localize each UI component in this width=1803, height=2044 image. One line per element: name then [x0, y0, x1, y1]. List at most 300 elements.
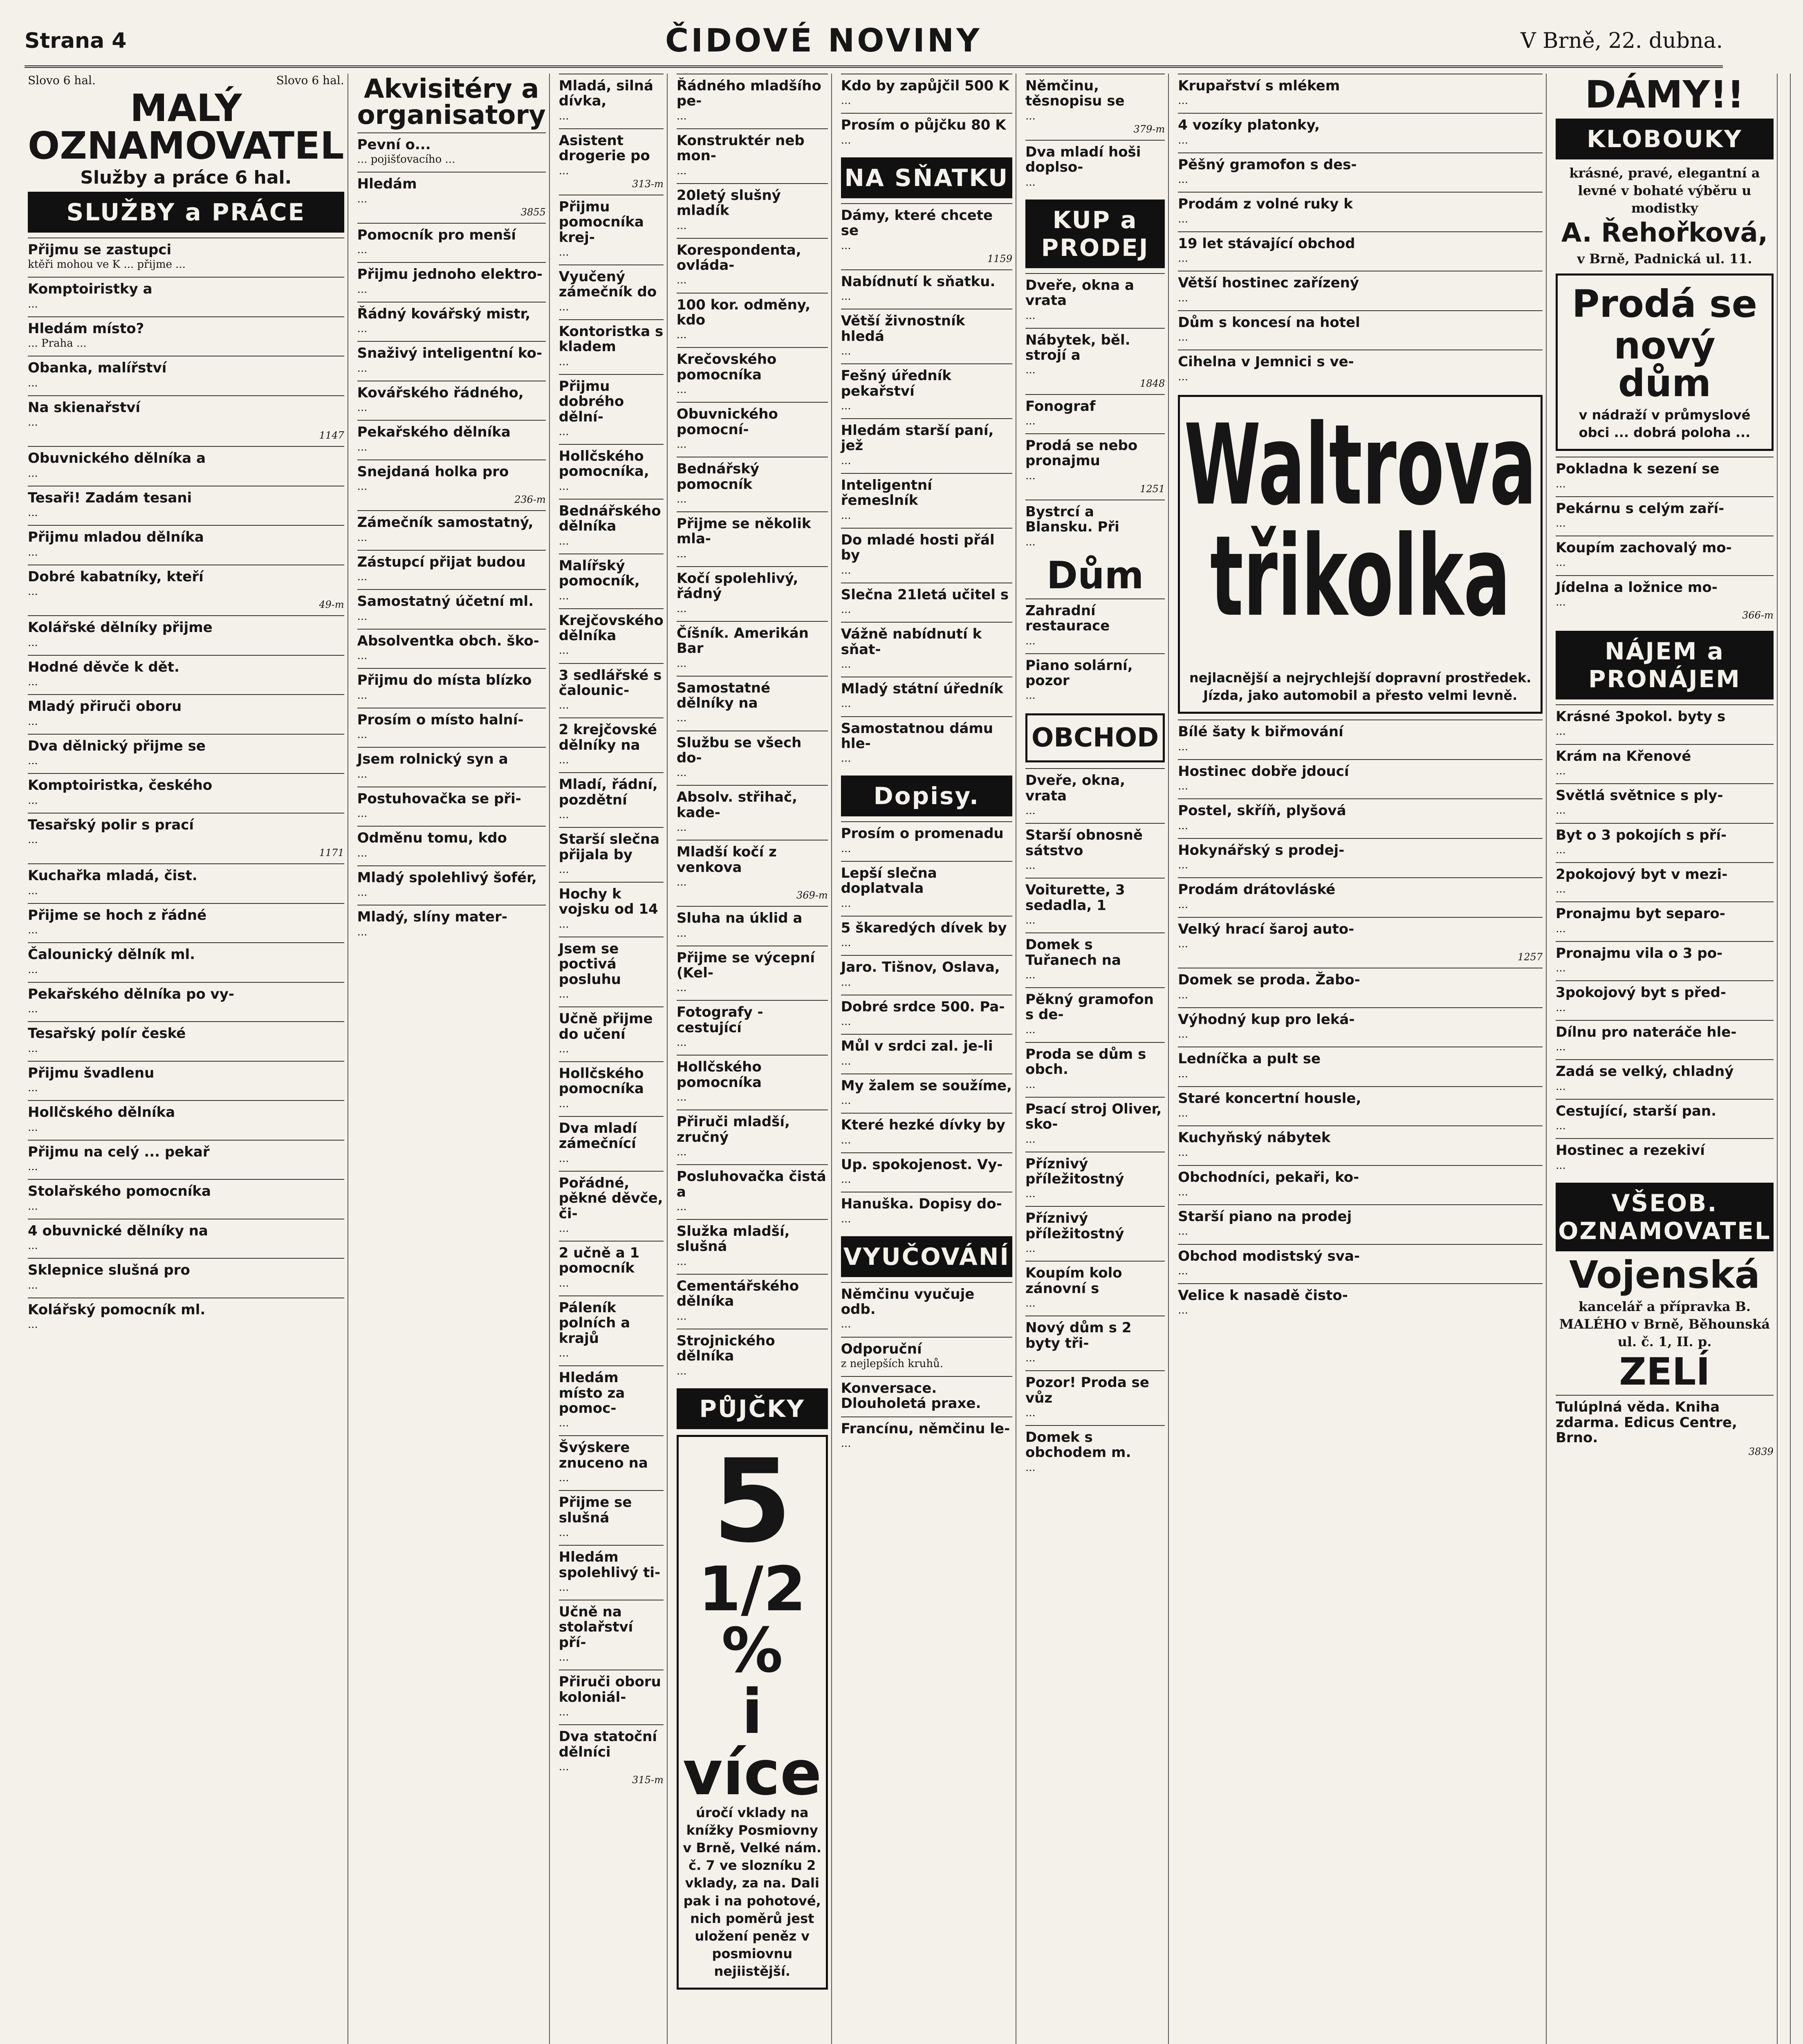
classified-ad [357, 381, 546, 420]
general-banner: VŠEOB. OZNAMOVATEL [1556, 1183, 1774, 1251]
ad-body: ... [558, 988, 569, 1001]
ad-title: Jaro. Tišnov, Oslava, [841, 959, 1000, 976]
column-7 [1175, 74, 1547, 2044]
classified-ad [559, 1116, 664, 1171]
ad-title: Velice k nasadě čisto- [1178, 1287, 1348, 1304]
ad-title: Učně přijme do učení [558, 1011, 653, 1042]
ad-title: Přijmu dobrého dělní- [558, 378, 624, 425]
col8-ads [1556, 457, 1774, 626]
ad-title: 4 vozíky platonky, [1178, 117, 1320, 134]
classified-ad [28, 863, 344, 903]
classified-ad [559, 827, 664, 882]
ad-title: Nábytek, běl. strojí a [1025, 332, 1130, 364]
classified-ad [559, 1241, 664, 1295]
ad-body: ... [357, 650, 368, 662]
classified-ad [559, 663, 664, 718]
ad-body: ... [357, 689, 368, 702]
classified-ad [28, 655, 344, 694]
ad-title: Komptoiristka, českého [28, 777, 213, 794]
ad-title: Tesařský polir s prací [28, 816, 194, 833]
classified-ad [677, 731, 828, 785]
ad-title: 3 sedlářské s čalounic- [558, 667, 662, 699]
ad-title: Mladá, silná dívka, [558, 78, 653, 110]
ad-title: Konstruktér neb mon- [676, 132, 805, 164]
ad-body: ... [676, 164, 687, 177]
ad-body: ... [1025, 415, 1036, 427]
ad-title: Pekárnu s celým zaří- [1556, 500, 1725, 517]
classified-ad [1178, 231, 1543, 271]
ad-title: Obchod modistský sva- [1178, 1248, 1360, 1264]
ad-body: ... [1025, 1023, 1036, 1036]
classified-ad [1025, 1425, 1165, 1480]
ad-body: ... [28, 1200, 38, 1213]
ad-body: ... [1025, 536, 1036, 548]
loans-banner: PŮJČKY [677, 1388, 828, 1429]
ad-body: ... [558, 1417, 569, 1430]
classified-ad [559, 1670, 664, 1724]
ad-body: ... [676, 110, 687, 122]
ad-title: Přijmu švadlenu [28, 1065, 155, 1081]
col5-ads-top [841, 74, 1012, 152]
ad-title: Velký hrací šaroj auto- [1178, 921, 1354, 937]
classified-ad [1025, 823, 1165, 878]
col8-ads2 [1556, 704, 1774, 1178]
newspaper-page [25, 16, 1774, 2044]
ad-title: Kuchyňský nábytek [1178, 1130, 1331, 1146]
rent-banner: NÁJEM a PRONÁJEM [1556, 631, 1774, 699]
ad-body: ... [1556, 1001, 1566, 1014]
classified-ad [1025, 1316, 1165, 1370]
ad-number: 3855 [520, 206, 546, 218]
ad-title: Proda se dům s obch. [1025, 1046, 1146, 1078]
classified-ad [1025, 1097, 1165, 1152]
ad-title: Francínu, němčinu le- [841, 1420, 1010, 1437]
classified-ad [677, 74, 828, 128]
ad-body: ... [841, 399, 851, 412]
ad-title: Obuvnického pomocní- [676, 406, 778, 438]
ad-body: ... [676, 493, 687, 505]
ad-title: Korespondenta, ovláda- [676, 242, 801, 274]
classified-ad [841, 677, 1012, 716]
ad-body: ... [1025, 1352, 1036, 1365]
ad-body: ... [357, 283, 368, 296]
classified-ad [1178, 877, 1543, 917]
ad-title: Malířský pomocník, [558, 557, 640, 589]
ad-number: 313-m [632, 178, 664, 190]
ad-body: ... [1025, 364, 1036, 377]
classified-ad [1556, 823, 1774, 862]
ad-title: Hollčského pomocníka, [558, 448, 649, 480]
classified-ad [841, 473, 1012, 528]
ad-title: Hledám místo? [28, 320, 144, 337]
ad-title: Prosím o promenadu [841, 825, 1004, 842]
classified-ad [677, 457, 828, 511]
ad-title: Postuhovačka se při- [357, 790, 521, 807]
ad-title: Hledám spolehlivý ti- [558, 1549, 661, 1581]
classified-ad [559, 1006, 664, 1061]
ad-title: Dva mladí zámečnící [558, 1120, 637, 1152]
ad-body: ... [558, 589, 569, 602]
ad-title: Vyučený zámečník do [558, 269, 657, 300]
ad-title: Zadá se velký, chladný [1556, 1063, 1734, 1080]
ad-title: Bílé šaty k biřmování [1178, 724, 1343, 740]
classified-ad [28, 982, 344, 1021]
classified-ad [1178, 350, 1543, 389]
marriage-banner: NA SŇATKU [841, 157, 1012, 198]
classified-ad [841, 583, 1012, 622]
ad-body: ... [1556, 517, 1566, 529]
ad-body: ... [558, 110, 569, 122]
ad-title: Odměnu tomu, kdo [357, 830, 507, 847]
ad-body: ... [841, 1094, 851, 1107]
classified-ad [677, 785, 828, 840]
classified-ad [677, 676, 828, 731]
classified-ad [1025, 500, 1165, 554]
ad-title: Přijmu jednoho elektro- [357, 266, 543, 283]
ad-title: Službu se všech do- [676, 734, 802, 766]
classified-ad [841, 821, 1012, 861]
ad-body: ... [357, 193, 368, 205]
ad-body: ... [558, 754, 569, 766]
buy-sell-banner: KUP a PRODEJ [1025, 199, 1165, 268]
ad-body: ... [1178, 1225, 1189, 1238]
ad-body: ... Praha ... [28, 337, 87, 350]
classified-ad [357, 302, 546, 341]
ad-number: 49-m [319, 599, 344, 611]
ad-body: ... [357, 401, 368, 414]
classified-ad [1025, 1206, 1165, 1261]
classified-ad [28, 316, 344, 356]
ad-title: Zámečník samostatný, [357, 514, 534, 531]
ad-title: Bednářský pomocník [676, 461, 760, 493]
classified-ad [1178, 838, 1543, 877]
classified-ad [357, 747, 546, 786]
ad-title: Snaživý inteligentní ko- [357, 345, 543, 362]
classified-ad [1025, 1370, 1165, 1425]
classified-ad [1556, 457, 1774, 496]
ad-title: Kočí spolehlivý, řádný [676, 570, 798, 602]
classified-ad [677, 1329, 828, 1383]
ad-title: Přijmu se zastupci [28, 242, 172, 258]
ad-title: Starší slečna přijala by [558, 831, 660, 863]
classified-ad [28, 1258, 344, 1297]
ad-body: ... [1025, 1188, 1036, 1200]
ad-body: ... [558, 1651, 569, 1664]
small-ads-heading: MALÝ OZNAMOVATEL [28, 86, 344, 168]
classified-ad [1556, 1395, 1774, 1462]
ad-body: ... [28, 1082, 38, 1094]
ad-title: Komptoiristky a [28, 281, 152, 298]
ad-title: Koupím kolo zánovní s [1025, 1265, 1122, 1297]
col6-ads2 [1025, 273, 1165, 554]
ad-number: 3839 [1748, 1446, 1774, 1457]
ad-title: Švýskere znuceno na [558, 1439, 648, 1471]
ad-title: 4 obuvnické dělníky na [28, 1222, 208, 1239]
ad-body: ... [1178, 1067, 1189, 1080]
ad-title: Tesařský polír české [28, 1025, 186, 1042]
classified-ad [677, 128, 828, 183]
military-heading: Vojenská [1569, 1253, 1760, 1297]
classified-ad [1178, 917, 1543, 968]
ad-title: Domek s obchodem m. [1025, 1429, 1131, 1461]
classified-ad [28, 773, 344, 812]
loan-text: úročí vklady na knížky Posmiovny v Brně, Velké nám. č. 7 ve slozníku 2 vklady, za na. Dali pak i na pohotové, nich poměrů jest uložení peněz v posmiovnu nejiistější. [683, 1804, 822, 1979]
ad-title: Dámy, které chcete se [841, 207, 993, 239]
ad-number: 1848 [1140, 377, 1165, 389]
ad-title: Přijmu mladou dělníka [28, 529, 204, 546]
ad-body: ... [676, 383, 687, 396]
ad-body: ... [558, 809, 569, 821]
ad-body: ... [357, 610, 368, 623]
ad-body: ... [841, 697, 851, 710]
ad-title: Domek se proda. Žabo- [1178, 972, 1360, 988]
ad-body: ... [357, 926, 368, 938]
ad-title: Krupařství s mlékem [1178, 78, 1340, 94]
ad-number: 1147 [319, 430, 344, 442]
ad-body: ... [1556, 596, 1566, 608]
classified-ad [841, 1376, 1012, 1416]
ad-number: 1159 [987, 253, 1012, 264]
ad-body: ... [558, 918, 569, 930]
ad-title: Prodá se nebo pronajmu [1025, 437, 1138, 469]
ad-body: ... [357, 480, 368, 493]
ad-title: Mladí, řádní, pozdětní [558, 776, 658, 808]
ad-title: Mladý, slíny mater- [357, 909, 507, 926]
ad-title: Dveře, okna a vrata [1025, 277, 1134, 309]
ad-body: ... [1556, 883, 1566, 896]
ad-title: Cestující, starší pan. [1556, 1103, 1717, 1119]
ad-body: ... [28, 924, 38, 937]
ad-title: Pokladna k sezení se [1556, 461, 1720, 477]
for-sale-heading: Prodá se [1572, 282, 1758, 326]
column-5 [838, 74, 1016, 2044]
classified-ad [1556, 862, 1774, 901]
ad-title: Přijmu na celý ... pekař [28, 1143, 210, 1160]
ad-body: ... [676, 712, 687, 724]
ad-body: ... [841, 937, 851, 949]
classified-ad [357, 132, 546, 172]
ad-body: ... [1178, 1186, 1189, 1198]
ad-body: ... [357, 886, 368, 899]
ad-body: ... [28, 1003, 38, 1015]
ad-title: Postel, skříň, plyšová [1178, 802, 1346, 819]
ad-body: ... [28, 715, 38, 728]
ad-title: Do mladé hosti přál by [841, 531, 995, 564]
hats-banner: KLOBOUKY [1556, 119, 1774, 159]
military-body: kancelář a přípravka B. MALÉHO v Brně, Běhounská ul. č. 1, II. p. [1559, 1298, 1770, 1350]
ad-body: ... [841, 134, 851, 146]
classified-ad [1025, 394, 1165, 433]
classified-ad [1025, 74, 1165, 140]
col6-ads4 [1025, 768, 1165, 1479]
ad-title: Fešný úředník pekařství [841, 368, 951, 399]
new-house-advert [1556, 273, 1774, 451]
col5-ads-last [841, 1282, 1012, 1456]
ad-body: z nejlepších kruhů. [841, 1357, 944, 1370]
ad-body: ... [841, 842, 851, 855]
ad-title: Hollčského pomocníka [676, 1059, 762, 1091]
classified-ad [677, 1109, 828, 1164]
column-8 [1552, 74, 1778, 2044]
masthead [25, 16, 1723, 68]
col8-ads3 [1556, 1395, 1774, 1462]
classified-ad [357, 708, 546, 747]
ad-title: Dva mladí hoši doplso- [1025, 143, 1141, 176]
classified-ad [1178, 74, 1543, 113]
ad-body: ... [558, 644, 569, 657]
classified-ad [559, 1171, 664, 1241]
ad-number: 315-m [632, 1774, 664, 1786]
ad-title: Konversace. Dlouholetá praxe. [841, 1380, 981, 1412]
ad-body: ... [1025, 805, 1036, 817]
milliner-address: v Brně, Padnická ul. 11. [1577, 251, 1752, 267]
classified-ad [1025, 433, 1165, 500]
ad-body: ... [841, 1055, 851, 1067]
ad-body: ... [28, 585, 38, 598]
ad-title: Krám na Křenové [1556, 748, 1691, 764]
hats-body: krásné, pravé, elegantní a levné v bohaté výběru u modistky [1569, 165, 1760, 216]
ad-body: ... [558, 246, 569, 258]
classified-ad [28, 942, 344, 982]
classified-ad [841, 1337, 1012, 1376]
ad-body: ... [1025, 309, 1036, 322]
ad-title: Strojnického dělníka [676, 1332, 775, 1365]
ad-body: ... [1556, 1080, 1566, 1093]
ad-title: Up. spokojenost. Vy- [841, 1156, 1003, 1173]
ad-body: ... [357, 768, 368, 780]
classified-ad [357, 589, 546, 628]
ad-title: Dva statoční dělníci [558, 1728, 657, 1760]
ad-title: Cihelna v Jemnici s ve- [1178, 354, 1354, 370]
ad-body: ... [1025, 1406, 1036, 1419]
classified-ad [1556, 1059, 1774, 1098]
ad-body: ... [28, 1239, 38, 1252]
column-1 [25, 74, 348, 2044]
ad-body: ... [841, 1015, 851, 1028]
classified-ad [1025, 878, 1165, 932]
classified-ad [677, 183, 828, 238]
classified-ad [1556, 704, 1774, 744]
classified-ad [357, 787, 546, 826]
classified-ad [559, 608, 664, 663]
ad-title: Řádný kovářský mistr, [357, 305, 531, 322]
classified-ad [677, 1000, 828, 1055]
ad-body: ... [676, 1091, 687, 1104]
col6-ads3 [1025, 598, 1165, 708]
classified-ad [559, 195, 664, 264]
ad-title: 2 učně a 1 pomocník [558, 1245, 640, 1277]
classified-ad [357, 629, 546, 668]
ad-body: ... [841, 658, 851, 670]
ad-body: ... [28, 884, 38, 897]
ad-title: Mladý přiruči oboru [28, 698, 182, 715]
ad-body: ... [558, 300, 569, 313]
ad-body: ... [841, 94, 851, 107]
ad-body: ... [1178, 819, 1189, 832]
column-6 [1022, 74, 1169, 2044]
ad-title: Výhodný kup pro leká- [1178, 1011, 1355, 1028]
ad-body: ... [28, 636, 38, 649]
ad-number: 379-m [1133, 123, 1165, 135]
ad-title: Odporuční [841, 1340, 922, 1357]
col3-ads [559, 74, 664, 1791]
new-house-heading: nový dům [1614, 323, 1716, 405]
classified-ad [28, 615, 344, 654]
classified-ad [1556, 980, 1774, 1020]
classified-ad [559, 1545, 664, 1600]
col5-ads-mid [841, 203, 1012, 771]
classified-ad [559, 554, 664, 608]
ad-body: ... [841, 345, 851, 358]
ad-body: ... [676, 1310, 687, 1322]
ad-title: Stolařského pomocníka [28, 1183, 211, 1200]
ad-body: ... [558, 1761, 569, 1773]
ad-body: ... [676, 982, 687, 994]
ad-title: Pomocník pro menší [357, 226, 516, 243]
ad-title: Vážně nabídnutí k sňat- [841, 626, 982, 658]
ad-body: ... [1556, 962, 1566, 975]
classified-ad [559, 1600, 664, 1670]
ad-title: 2pokojový byt v mezi- [1556, 866, 1728, 883]
classified-ad [1178, 1047, 1543, 1086]
classified-ad [677, 566, 828, 621]
ad-body: ... [28, 507, 38, 519]
ad-title: Kdo by zapůjčil 500 K [841, 78, 1009, 94]
ad-body: ... [1556, 1041, 1566, 1053]
classified-ad [1556, 1020, 1774, 1059]
ad-title: Větší živnostník hledá [841, 313, 965, 345]
classified-ad [677, 347, 828, 402]
classified-ad [559, 374, 664, 444]
classified-ad [28, 1298, 344, 1337]
ad-body: ... [1025, 469, 1036, 482]
ad-body: ... [676, 438, 687, 451]
column-10 [1796, 74, 1803, 2044]
classified-ad [357, 510, 546, 549]
ad-body: ... [676, 657, 687, 670]
classified-ad [357, 459, 546, 510]
ad-body: ... [676, 602, 687, 615]
ad-body: ... [1025, 176, 1036, 188]
classified-ad [677, 906, 828, 945]
classified-ad [677, 1164, 828, 1219]
ad-body: ... [357, 441, 368, 453]
ad-title: Na skienařství [28, 399, 141, 416]
ad-body: ... [558, 1152, 569, 1165]
classified-ad [28, 565, 344, 615]
ad-body: ... [1178, 780, 1189, 793]
ad-body: ... [1025, 1078, 1036, 1091]
ad-body: ktěři mohou ve K ... přijme ... [28, 258, 186, 271]
letters-banner: Dopisy. [841, 775, 1012, 816]
ad-title: Samostatné dělníky na [676, 679, 771, 712]
ad-title: Sklepnice slušná pro [28, 1262, 190, 1279]
services-subheading: Služby a práce 6 hal. [80, 167, 292, 188]
ad-body: ... [1178, 94, 1189, 107]
classified-ad [841, 716, 1012, 771]
ad-title: Přijme se hoch z řádné [28, 907, 207, 923]
ad-title: Prodám z volné ruky k [1178, 196, 1353, 213]
column-9 [1783, 74, 1791, 2044]
ad-title: Přijme se slušná [558, 1494, 632, 1526]
page-number: Strana 4 [25, 29, 127, 53]
ad-body: ... [28, 1042, 38, 1055]
ad-title: 2 krejčovské dělníky na [558, 722, 657, 753]
ad-title: Snejdaná holka pro [357, 463, 509, 480]
ad-title: Starší piano na prodej [1178, 1208, 1352, 1225]
ad-title: Mladý spolehlivý šofér, [357, 869, 537, 886]
ad-title: Pevní o... [357, 137, 431, 153]
